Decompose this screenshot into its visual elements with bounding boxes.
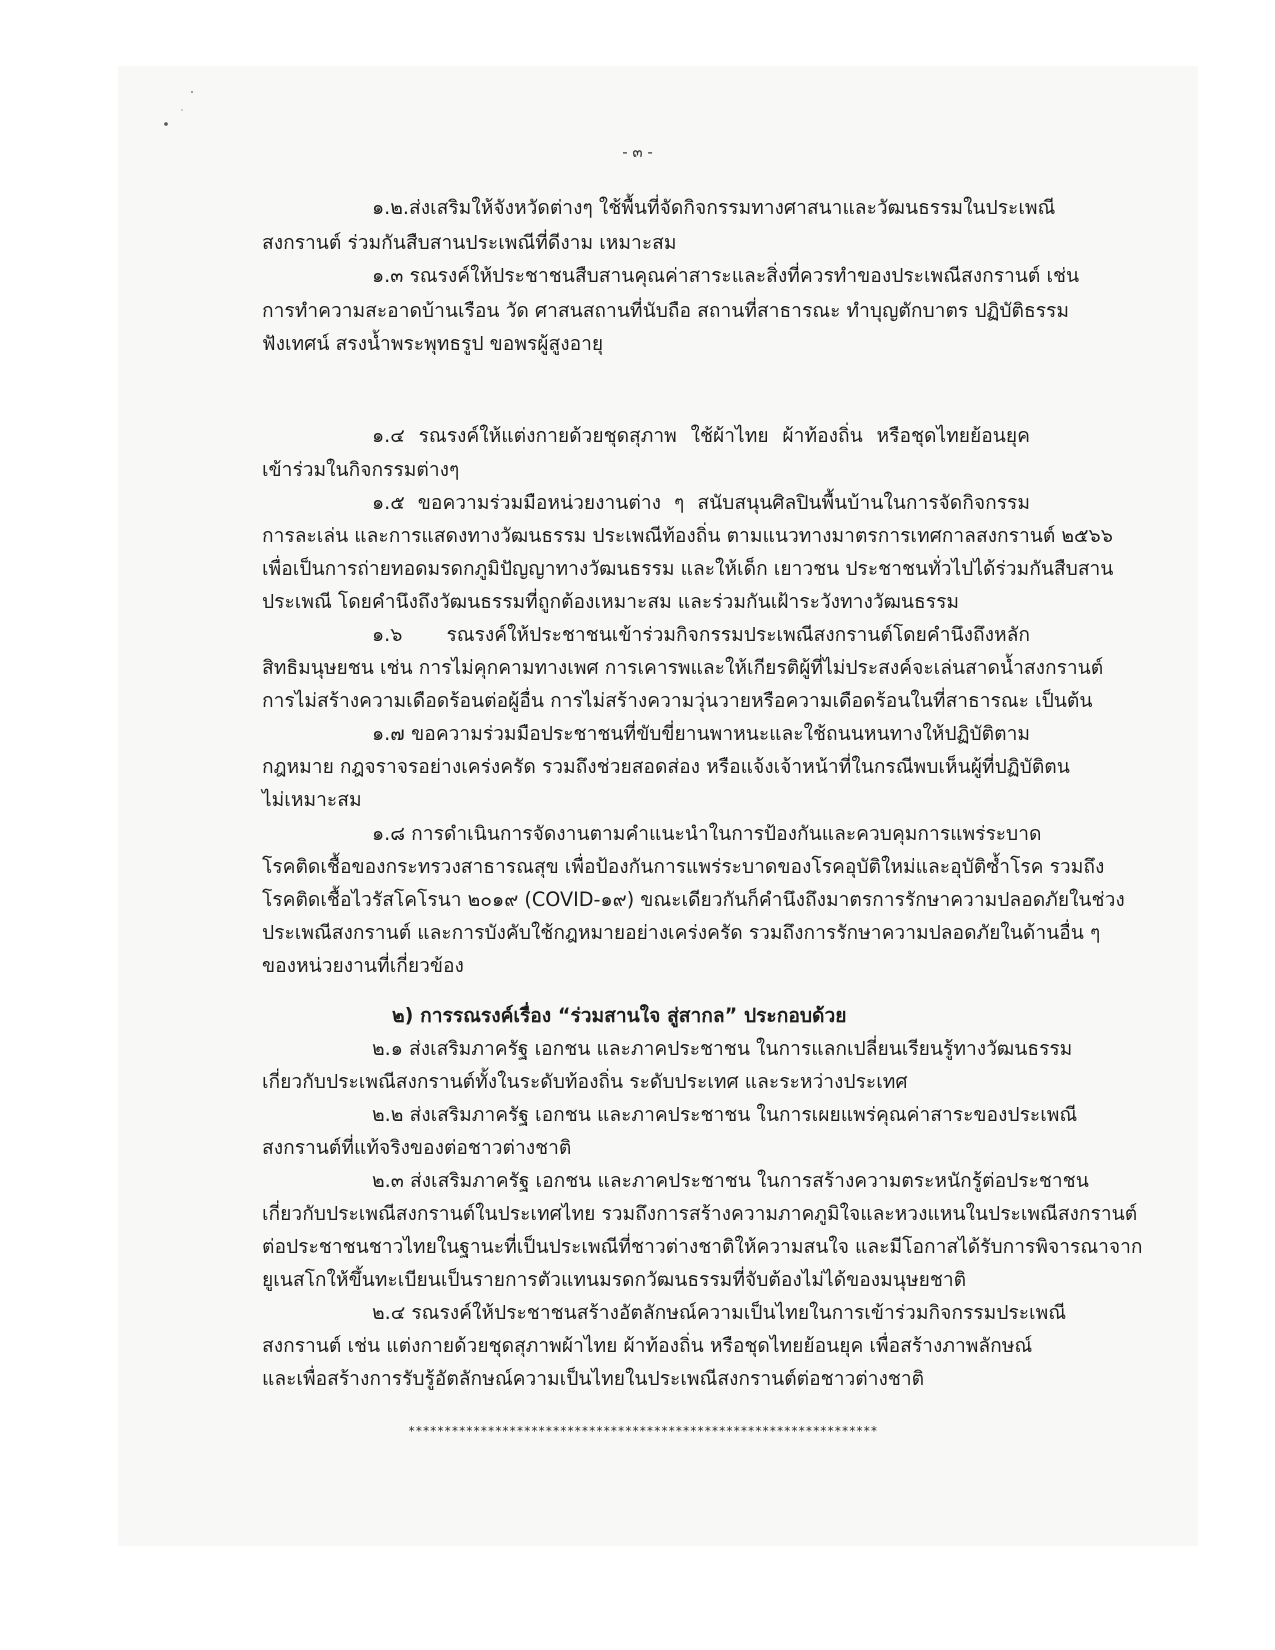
paragraph-1-3-line-2: การทำความสะอาดบ้านเรือน วัด ศาสนสถานที่นับถือ สถานที่สาธารณะ ทำบุญตักบาตร ปฏิบัติธรรม xyxy=(262,299,1069,322)
paragraph-1-5-line-1: ๑.๕ ขอความร่วมมือหน่วยงานต่าง ๆ สนับสนุนศิลปินพื้นบ้านในการจัดกิจกรรม xyxy=(372,491,1030,514)
paragraph-1-5-line-2: การละเล่น และการแสดงทางวัฒนธรรม ประเพณีท้องถิ่น ตามแนวทางมาตรการเทศกาลสงกรานต์ ๒๕๖๖ xyxy=(262,524,1113,547)
paragraph-2-4-line-2: สงกรานต์ เช่น แต่งกายด้วยชุดสุภาพผ้าไทย ผ้าท้องถิ่น หรือชุดไทยย้อนยุค เพื่อสร้างภาพลักษณ์ xyxy=(262,1334,1033,1357)
paragraph-1-8-line-2: โรคติดเชื้อของกระทรวงสาธารณสุข เพื่อป้องกันการแพร่ระบาดของโรคอุบัติใหม่และอุบัติซ้ำโรค รวมถึง xyxy=(262,855,1105,878)
paragraph-1-5-line-4: ประเพณี โดยคำนึงถึงวัฒนธรรมที่ถูกต้องเหมาะสม และร่วมกันเฝ้าระวังทางวัฒนธรรม xyxy=(262,590,960,613)
paragraph-2-3-line-2: เกี่ยวกับประเพณีสงกรานต์ในประเทศไทย รวมถึงการสร้างความภาคภูมิใจและหวงแหนในประเพณีสงกรานต์ xyxy=(262,1202,1138,1225)
paragraph-1-4-line-1: ๑.๔ รณรงค์ให้แต่งกายด้วยชุดสุภาพ ใช้ผ้าไทย ผ้าท้องถิ่น หรือชุดไทยย้อนยุค xyxy=(372,424,1030,447)
paragraph-1-2-line-2: สงกรานต์ ร่วมกันสืบสานประเพณีที่ดีงาม เหมาะสม xyxy=(262,231,677,254)
paragraph-1-6-line-1: ๑.๖ รณรงค์ให้ประชาชนเข้าร่วมกิจกรรมประเพณีสงกรานต์โดยคำนึงถึงหลัก xyxy=(372,623,1030,646)
paragraph-1-7-line-3: ไม่เหมาะสม xyxy=(262,788,362,811)
paragraph-2-2-line-1: ๒.๒ ส่งเสริมภาครัฐ เอกชน และภาคประชาชน ในการเผยแพร่คุณค่าสาระของประเพณี xyxy=(372,1103,1078,1126)
paragraph-1-8-line-4: ประเพณีสงกรานต์ และการบังคับใช้กฎหมายอย่างเคร่งครัด รวมถึงการรักษาความปลอดภัยในด้านอื่น ๆ xyxy=(262,921,1101,944)
paragraph-1-7-line-2: กฎหมาย กฎจราจรอย่างเคร่งครัด รวมถึงช่วยสอดส่อง หรือแจ้งเจ้าหน้าที่ในกรณีพบเห็นผู้ที่ปฏิบัติตน xyxy=(262,755,1070,778)
section-2-heading: ๒) การรณรงค์เรื่อง “ร่วมสานใจ สู่สากล” ประกอบด้วย xyxy=(392,1004,847,1027)
paragraph-2-4-line-1: ๒.๔ รณรงค์ให้ประชาชนสร้างอัตลักษณ์ความเป็นไทยในการเข้าร่วมกิจกรรมประเพณี xyxy=(372,1301,1067,1324)
end-of-document-rule: ***************************************************************** xyxy=(408,1424,878,1438)
paragraph-1-3-line-1: ๑.๓ รณรงค์ให้ประชาชนสืบสานคุณค่าสาระและสิ่งที่ควรทำของประเพณีสงกรานต์ เช่น xyxy=(372,264,1080,287)
paragraph-1-8-line-1: ๑.๘ การดำเนินการจัดงานตามคำแนะนำในการป้องกันและควบคุมการแพร่ระบาด xyxy=(372,822,1042,845)
paragraph-1-6-line-2: สิทธิมนุษยชน เช่น การไม่คุกคามทางเพศ การเคารพและให้เกียรติผู้ที่ไม่ประสงค์จะเล่นสาดน้ำสงกรานต์ xyxy=(262,656,1104,679)
paragraph-2-1-line-2: เกี่ยวกับประเพณีสงกรานต์ทั้งในระดับท้องถิ่น ระดับประเทศ และระหว่างประเทศ xyxy=(262,1070,908,1093)
paragraph-1-3-line-3: ฟังเทศน์ สรงน้ำพระพุทธรูป ขอพรผู้สูงอายุ xyxy=(262,332,604,355)
page-number: - ๓ - xyxy=(622,143,653,161)
paragraph-1-8-line-5: ของหน่วยงานที่เกี่ยวข้อง xyxy=(262,954,464,977)
paragraph-2-3-line-4: ยูเนสโกให้ขึ้นทะเบียนเป็นรายการตัวแทนมรดกวัฒนธรรมที่จับต้องไม่ได้ของมนุษยชาติ xyxy=(262,1268,967,1291)
paragraph-2-3-line-3: ต่อประชาชนชาวไทยในฐานะที่เป็นประเพณีที่ชาวต่างชาติให้ความสนใจ และมีโอกาสได้รับการพิจารณาจาก xyxy=(262,1235,1143,1258)
paragraph-2-2-line-2: สงกรานต์ที่แท้จริงของต่อชาวต่างชาติ xyxy=(262,1136,572,1159)
paragraph-1-7-line-1: ๑.๗ ขอความร่วมมือประชาชนที่ขับขี่ยานพาหนะและใช้ถนนหนทางให้ปฏิบัติตาม xyxy=(372,722,1030,745)
paragraph-2-1-line-1: ๒.๑ ส่งเสริมภาครัฐ เอกชน และภาคประชาชน ในการแลกเปลี่ยนเรียนรู้ทางวัฒนธรรม xyxy=(372,1037,1073,1060)
paragraph-1-5-line-3: เพื่อเป็นการถ่ายทอดมรดกภูมิปัญญาทางวัฒนธรรม และให้เด็ก เยาวชน ประชาชนทั่วไปได้ร่วมกันสืบสาน xyxy=(262,557,1114,580)
paragraph-1-2-line-1: ๑.๒.ส่งเสริมให้จังหวัดต่างๆ ใช้พื้นที่จัดกิจกรรมทางศาสนาและวัฒนธรรมในประเพณี xyxy=(372,196,1056,219)
paragraph-2-3-line-1: ๒.๓ ส่งเสริมภาครัฐ เอกชน และภาคประชาชน ในการสร้างความตระหนักรู้ต่อประชาชน xyxy=(372,1169,1089,1192)
paragraph-1-6-line-3: การไม่สร้างความเดือดร้อนต่อผู้อื่น การไม่สร้างความวุ่นวายหรือความเดือดร้อนในที่สาธารณะ เป็นต้น xyxy=(262,689,1093,712)
paragraph-2-4-line-3: และเพื่อสร้างการรับรู้อัตลักษณ์ความเป็นไทยในประเพณีสงกรานต์ต่อชาวต่างชาติ xyxy=(262,1367,925,1390)
paragraph-1-4-line-2: เข้าร่วมในกิจกรรมต่างๆ xyxy=(262,458,460,481)
paragraph-1-8-line-3: โรคติดเชื้อไวรัสโคโรนา ๒๐๑๙ (COVID-๑๙) ขณะเดียวกันก็คำนึงถึงมาตรการรักษาความปลอดภัยในช่วง xyxy=(262,888,1125,911)
